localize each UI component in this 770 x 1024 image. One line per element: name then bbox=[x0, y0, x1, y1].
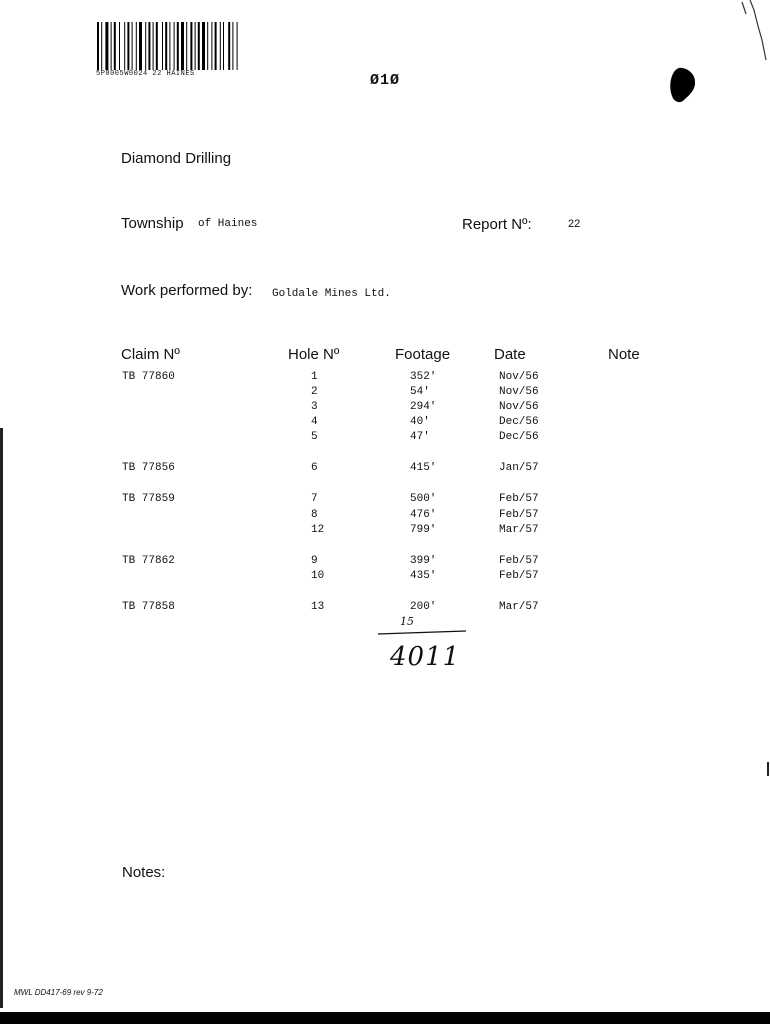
barcode-bar bbox=[97, 22, 99, 70]
cell-date: Feb/57 bbox=[499, 555, 539, 567]
header-date: Date bbox=[494, 346, 526, 363]
form-code: MWL DD417-69 rev 9-72 bbox=[14, 988, 103, 997]
cell-footage: 415' bbox=[410, 462, 437, 474]
cell-hole: 6 bbox=[311, 462, 318, 474]
barcode-bar bbox=[237, 22, 238, 70]
cell-date: Mar/57 bbox=[499, 524, 539, 536]
cell-hole: 13 bbox=[311, 601, 325, 613]
cell-hole: 1 bbox=[311, 371, 318, 383]
cell-date: Dec/56 bbox=[499, 416, 539, 428]
work-performed-value: Goldale Mines Ltd. bbox=[272, 288, 391, 300]
barcode-bar bbox=[215, 22, 217, 70]
cell-hole: 4 bbox=[311, 416, 318, 428]
barcode-bar bbox=[211, 22, 212, 70]
work-performed-label: Work performed by: bbox=[121, 282, 253, 299]
cell-hole: 12 bbox=[311, 524, 325, 536]
cell-date: Feb/57 bbox=[499, 493, 539, 505]
scan-edge-left bbox=[0, 428, 3, 1008]
notes-label: Notes: bbox=[122, 864, 166, 881]
barcode-bar bbox=[136, 22, 137, 70]
barcode-bar bbox=[101, 22, 102, 70]
barcode-bar bbox=[207, 22, 208, 70]
barcode-bar bbox=[232, 22, 233, 70]
report-number: 22 bbox=[568, 218, 581, 230]
barcode-bar bbox=[105, 22, 108, 70]
barcode-bar bbox=[139, 22, 142, 70]
barcode-bar bbox=[127, 22, 129, 70]
barcode-bar bbox=[177, 22, 179, 70]
cell-footage: 435' bbox=[410, 570, 437, 582]
ink-blot bbox=[668, 66, 698, 106]
cell-footage: 500' bbox=[410, 493, 437, 505]
cell-footage: 294' bbox=[410, 401, 437, 413]
scan-edge-bottom bbox=[0, 1012, 770, 1024]
cell-claim: TB 77859 bbox=[122, 493, 175, 505]
cell-footage: 40' bbox=[410, 416, 430, 428]
cell-hole: 10 bbox=[311, 570, 325, 582]
cell-footage: 352' bbox=[410, 371, 437, 383]
cell-date: Feb/57 bbox=[499, 509, 539, 521]
header-claim: Claim Nº bbox=[121, 346, 180, 363]
cell-claim: TB 77860 bbox=[122, 371, 175, 383]
barcode-bar bbox=[223, 22, 224, 70]
township-label: Township bbox=[121, 215, 184, 232]
cell-hole: 9 bbox=[311, 555, 318, 567]
cell-footage: 54' bbox=[410, 386, 430, 398]
cell-footage: 200' bbox=[410, 601, 437, 613]
cell-footage: 47' bbox=[410, 431, 430, 443]
file-number: Ø1Ø bbox=[370, 72, 401, 89]
cell-footage: 799' bbox=[410, 524, 437, 536]
cell-date: Mar/57 bbox=[499, 601, 539, 613]
cell-date: Jan/57 bbox=[499, 462, 539, 474]
page-edge-mark bbox=[740, 0, 770, 70]
barcode-bar bbox=[198, 22, 200, 70]
scan-mark-right bbox=[767, 762, 769, 776]
cell-footage: 399' bbox=[410, 555, 437, 567]
cell-claim: TB 77858 bbox=[122, 601, 175, 613]
cell-claim: TB 77862 bbox=[122, 555, 175, 567]
report-label: Report Nº: bbox=[462, 216, 532, 233]
barcode-bar bbox=[181, 22, 184, 70]
cell-date: Nov/56 bbox=[499, 401, 539, 413]
cell-hole: 5 bbox=[311, 431, 318, 443]
barcode-bar bbox=[111, 22, 112, 70]
barcode-bar bbox=[156, 22, 158, 70]
cell-date: Nov/56 bbox=[499, 371, 539, 383]
barcode-bar bbox=[165, 22, 167, 70]
document-title: Diamond Drilling bbox=[121, 150, 232, 167]
cell-hole: 7 bbox=[311, 493, 318, 505]
barcode-bar bbox=[186, 22, 187, 70]
barcode-bar bbox=[174, 22, 175, 70]
barcode-bar bbox=[228, 22, 230, 70]
total-underline bbox=[376, 618, 472, 640]
header-note: Note bbox=[608, 346, 640, 363]
barcode-bar bbox=[145, 22, 146, 70]
cell-date: Nov/56 bbox=[499, 386, 539, 398]
barcode-bar bbox=[162, 22, 163, 70]
barcode-bar bbox=[148, 22, 150, 70]
barcode-bar bbox=[114, 22, 116, 70]
cell-hole: 2 bbox=[311, 386, 318, 398]
tally-mark: 15 bbox=[400, 615, 414, 628]
barcode-bar bbox=[220, 22, 221, 70]
barcode-bar bbox=[124, 22, 125, 70]
barcode-bar bbox=[132, 22, 133, 70]
handwritten-total: 4011 bbox=[390, 642, 461, 672]
barcode bbox=[96, 22, 314, 70]
barcode-bar bbox=[169, 22, 170, 70]
barcode-text: 5P8005W0024 22 HAINES bbox=[96, 70, 195, 78]
barcode-bar bbox=[153, 22, 154, 70]
cell-hole: 8 bbox=[311, 509, 318, 521]
header-footage: Footage bbox=[395, 346, 451, 363]
cell-date: Feb/57 bbox=[499, 570, 539, 582]
barcode-bar bbox=[190, 22, 192, 70]
cell-date: Dec/56 bbox=[499, 431, 539, 443]
cell-claim: TB 77856 bbox=[122, 462, 175, 474]
township-value: of Haines bbox=[198, 218, 258, 230]
header-hole: Hole Nº bbox=[288, 346, 340, 363]
barcode-bar bbox=[202, 22, 205, 70]
barcode-bar bbox=[119, 22, 120, 70]
cell-footage: 476' bbox=[410, 509, 437, 521]
barcode-bar bbox=[195, 22, 196, 70]
cell-hole: 3 bbox=[311, 401, 318, 413]
